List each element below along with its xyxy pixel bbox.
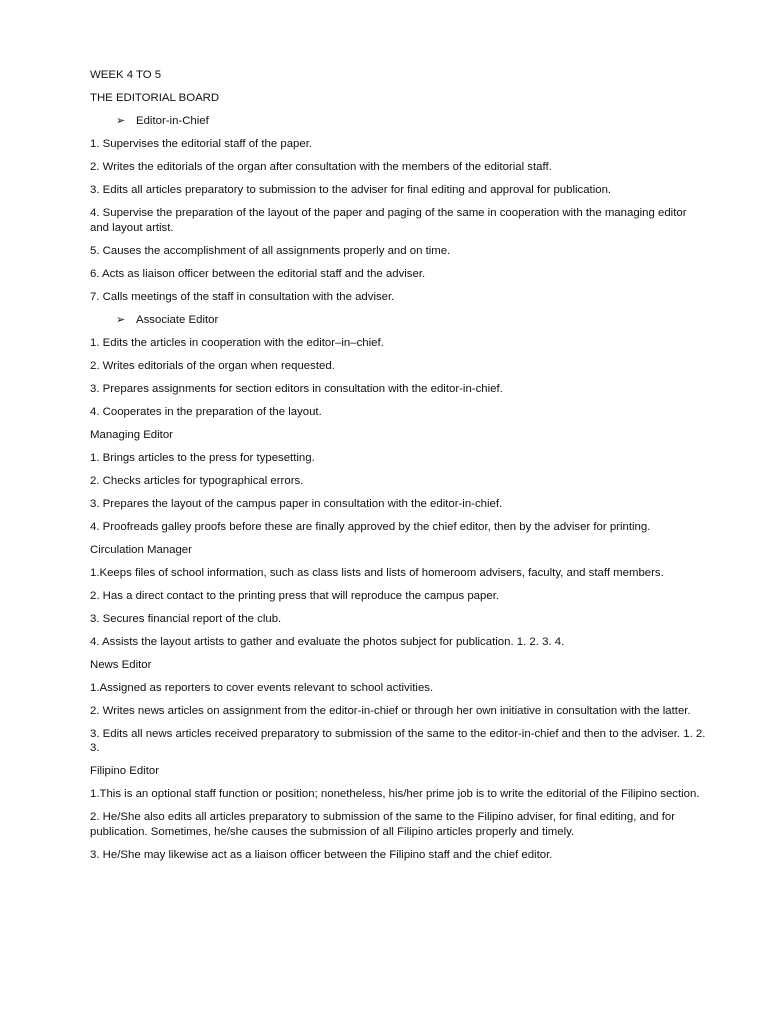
list-item: 1. Brings articles to the press for typesetting.: [90, 451, 315, 464]
list-item: 1.This is an optional staff function or position; nonetheless, his/her prime job is to write the editorial of the Filipino section.: [90, 788, 700, 800]
list-item: 2. Writes editorials of the organ when requested.: [90, 359, 335, 372]
list-item: 1. Edits the articles in cooperation with the editor–in–chief.: [90, 336, 384, 349]
list-item: 2. Writes the editorials of the organ after consultation with the members of the editorial staff.: [90, 161, 552, 173]
list-item: 3. Prepares assignments for section editors in consultation with the editor-in-chief.: [90, 382, 503, 395]
document-title: THE EDITORIAL BOARD: [90, 92, 220, 104]
section-heading-editor-in-chief: [90, 114, 708, 129]
list-item: 4. Assists the layout artists to gather and evaluate the photos subject for publication. 1. 2. 3. 4.: [90, 635, 565, 648]
list-item: 1.Keeps files of school information, such as class lists and lists of homeroom advisers, faculty, and staff members.: [90, 566, 664, 579]
section-heading-associate-editor: [90, 313, 708, 328]
document-week-label: WEEK 4 TO 5: [90, 69, 162, 81]
section-heading-managing-editor: Managing Editor: [90, 428, 173, 441]
arrowhead-bullet-icon: ➢: [116, 313, 126, 326]
list-item: 3. Prepares the layout of the campus paper in consultation with the editor-in-chief.: [90, 497, 503, 510]
section-heading-filipino-editor: Filipino Editor: [90, 765, 160, 777]
section-heading-text: Associate Editor: [136, 313, 219, 326]
list-item: 1.Assigned as reporters to cover events relevant to school activities.: [90, 681, 434, 694]
list-item: 1. Supervises the editorial staff of the paper.: [90, 138, 313, 150]
arrowhead-bullet-icon: ➢: [116, 115, 126, 127]
list-item: 6. Acts as liaison officer between the editorial staff and the adviser.: [90, 267, 426, 280]
list-item: 2. Has a direct contact to the printing press that will reproduce the campus paper.: [90, 589, 500, 602]
list-item: 7. Calls meetings of the staff in consultation with the adviser.: [90, 290, 395, 303]
section-heading-text: Editor-in-Chief: [136, 115, 209, 127]
list-item: 2. Checks articles for typographical errors.: [90, 474, 304, 487]
list-item: 3. Edits all articles preparatory to submission to the adviser for final editing and approval for publication.: [90, 184, 612, 196]
list-item: 2. He/She also edits all articles preparatory to submission of the same to the Filipino adviser, for final editing, and for publication. Sometimes, he/she causes the submission of all Filipino articles properly and timely.: [90, 811, 676, 838]
section-heading-circulation-manager: Circulation Manager: [90, 543, 192, 556]
list-item: 3. Edits all news articles received preparatory to submission of the same to the editor-in-chief and then to the adviser. 1. 2. 3.: [90, 727, 706, 754]
list-item: 5. Causes the accomplishment of all assignments properly and on time.: [90, 244, 451, 257]
list-item: 4. Proofreads galley proofs before these are finally approved by the chief editor, then by the adviser for printing.: [90, 520, 651, 533]
document-sections: [90, 114, 708, 862]
list-item: 4. Supervise the preparation of the layout of the paper and paging of the same in cooperation with the managing editor and layout artist.: [90, 207, 687, 234]
list-item: 3. He/She may likewise act as a liaison officer between the Filipino staff and the chief editor.: [90, 848, 553, 861]
list-item: 2. Writes news articles on assignment from the editor-in-chief or through her own initiative in consultation with the latter.: [90, 704, 691, 717]
list-item: 3. Secures financial report of the club.: [90, 612, 282, 625]
list-item: 4. Cooperates in the preparation of the layout.: [90, 405, 322, 418]
section-heading-news-editor: News Editor: [90, 658, 152, 671]
